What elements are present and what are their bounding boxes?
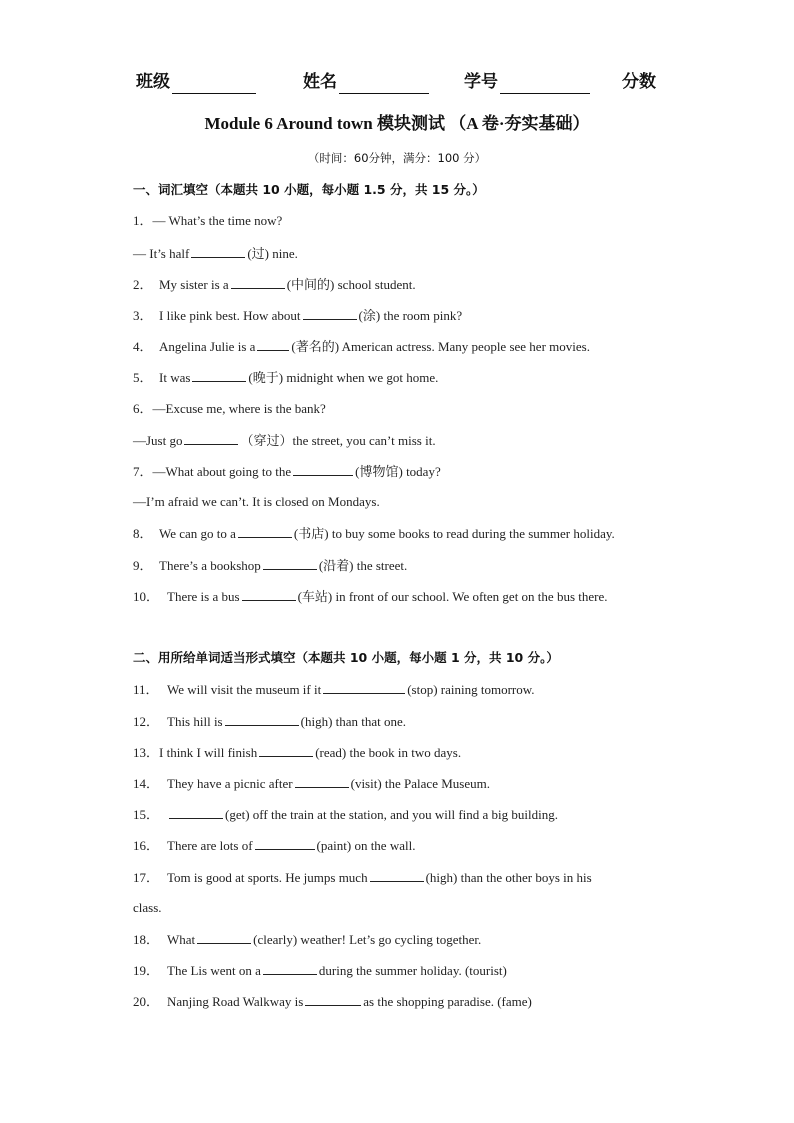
question-text: (晚于) midnight when we got home. [248,370,439,385]
student-id-field[interactable] [464,70,590,94]
answer-blank[interactable] [169,805,223,819]
answer-blank[interactable] [263,556,317,570]
question-text: —Excuse me, where is the bank? [152,401,326,416]
time-and-score-note: （时间：60分钟，满分：100 分） [307,151,487,165]
answer-blank[interactable] [295,774,349,788]
question-text: class. [133,900,162,915]
question-text: — What’s the time now? [152,213,283,228]
student-info-header [0,70,794,98]
question-text: I think I will finish [159,745,258,760]
question-number: 17． [133,870,160,885]
class-label: 班级 [136,72,170,92]
answer-blank[interactable] [263,961,317,975]
question-text: （穿过）the street, you can’t miss it. [240,433,436,448]
question-number: 6． [133,401,153,416]
question-line [133,431,436,450]
question-line [133,899,162,917]
question-text: We can go to a [159,526,236,541]
name-field[interactable] [303,70,429,94]
answer-blank[interactable] [255,836,315,850]
question-text: What [167,932,196,947]
answer-blank[interactable] [191,244,245,258]
question-line [133,493,380,511]
question-line [133,524,615,543]
question-text: (著名的) American actress. Many people see her movies. [291,339,590,354]
question-text: —Just go [133,433,183,448]
answer-blank[interactable] [238,524,292,538]
question-line [133,244,298,263]
question-line [133,462,441,481]
question-number: 3． [133,308,153,323]
question-line [133,275,416,294]
class-blank[interactable] [172,73,256,94]
question-text: (read) the book in two days. [315,745,462,760]
question-text: The Lis went on a [167,963,261,978]
question-line [133,368,438,387]
answer-blank[interactable] [323,680,405,694]
question-text: (涂) the room pink? [358,308,463,323]
answer-blank[interactable] [370,868,424,882]
question-text: (书店) to buy some books to read during the summer holiday. [293,526,615,541]
question-text: (paint) on the wall. [316,838,416,853]
question-number: 12． [133,714,160,729]
question-line [133,212,282,230]
question-number: 7． [133,464,153,479]
class-field[interactable] [136,70,256,94]
score-field [622,70,656,94]
section1-heading: 一、词汇填空（本题共 10 小题，每小题 1.5 分，共 15 分。） [133,182,485,197]
question-text: (high) than the other boys in his [425,870,592,885]
student-id-blank[interactable] [500,73,590,94]
answer-blank[interactable] [259,743,313,757]
question-line [133,400,326,418]
question-number: 4． [133,339,153,354]
question-number: 20． [133,994,160,1009]
question-number: 16． [133,838,160,853]
student-id-label: 学号 [464,72,498,92]
question-text: (车站) in front of our school. We often get on the bus there. [297,589,608,604]
question-text: Tom is good at sports. He jumps much [167,870,368,885]
answer-blank[interactable] [305,992,361,1006]
answer-blank[interactable] [184,431,238,445]
question-line [133,337,590,356]
question-number: 2． [133,277,153,292]
question-line [133,836,415,855]
question-text: This hill is [167,714,223,729]
score-label: 分数 [622,72,656,92]
question-number: 13． [133,745,160,760]
question-text: —I’m afraid we can’t. It is closed on Mondays. [133,494,380,509]
question-line [133,556,407,575]
question-text: I like pink best. How about [159,308,301,323]
page-title: Module 6 Around town 模块测试 （A 卷·夯实基础） [204,114,590,133]
question-text: They have a picnic after [167,776,293,791]
question-text: — It’s half [133,246,190,261]
section2-heading: 二、用所给单词适当形式填空（本题共 10 小题，每小题 1 分，共 10 分。） [133,650,559,665]
question-text: (visit) the Palace Museum. [350,776,490,791]
question-text: (沿着) the street. [318,558,408,573]
question-text: (high) than that one. [300,714,407,729]
question-number: 15． [133,807,160,822]
question-text: There are lots of [167,838,253,853]
question-text: Angelina Julie is a [159,339,256,354]
question-text: My sister is a [159,277,229,292]
question-number: 10． [133,589,160,604]
question-number: 9． [133,558,153,573]
name-label: 姓名 [303,72,337,92]
question-line [133,930,481,949]
question-text: during the summer holiday. (tourist) [318,963,507,978]
question-number: 5． [133,370,153,385]
question-text: (clearly) weather! Let’s go cycling together. [253,932,482,947]
question-number: 11． [133,682,159,697]
question-text: We will visit the museum if it [167,682,322,697]
question-line [133,992,532,1011]
question-text: as the shopping paradise. (fame) [363,994,532,1009]
question-text: There’s a bookshop [159,558,261,573]
question-number: 19． [133,963,160,978]
name-blank[interactable] [339,73,429,94]
question-text: (get) off the train at the station, and you will find a big building. [225,807,558,822]
question-text: There is a bus [167,589,240,604]
question-text: (中间的) school student. [286,277,416,292]
question-line [133,868,592,887]
answer-blank[interactable] [231,275,285,289]
answer-blank[interactable] [197,930,251,944]
question-line [133,587,607,606]
question-line [133,680,535,699]
answer-blank[interactable] [225,712,299,726]
question-line [133,961,507,980]
question-line [133,774,490,793]
answer-blank[interactable] [257,337,289,351]
question-line [133,743,461,762]
question-number: 8． [133,526,153,541]
question-line [133,306,462,325]
question-line [133,712,406,731]
question-number: 14． [133,776,160,791]
answer-blank[interactable] [293,462,353,476]
question-number: 1． [133,213,153,228]
question-text: (过) nine. [247,246,298,261]
question-text: —What about going to the [152,464,292,479]
question-text: (博物馆) today? [355,464,441,479]
answer-blank[interactable] [192,368,246,382]
question-text: It was [159,370,191,385]
question-line [133,805,558,824]
answer-blank[interactable] [303,306,357,320]
answer-blank[interactable] [242,587,296,601]
question-text: Nanjing Road Walkway is [167,994,304,1009]
question-text: (stop) raining tomorrow. [407,682,535,697]
question-number: 18． [133,932,160,947]
